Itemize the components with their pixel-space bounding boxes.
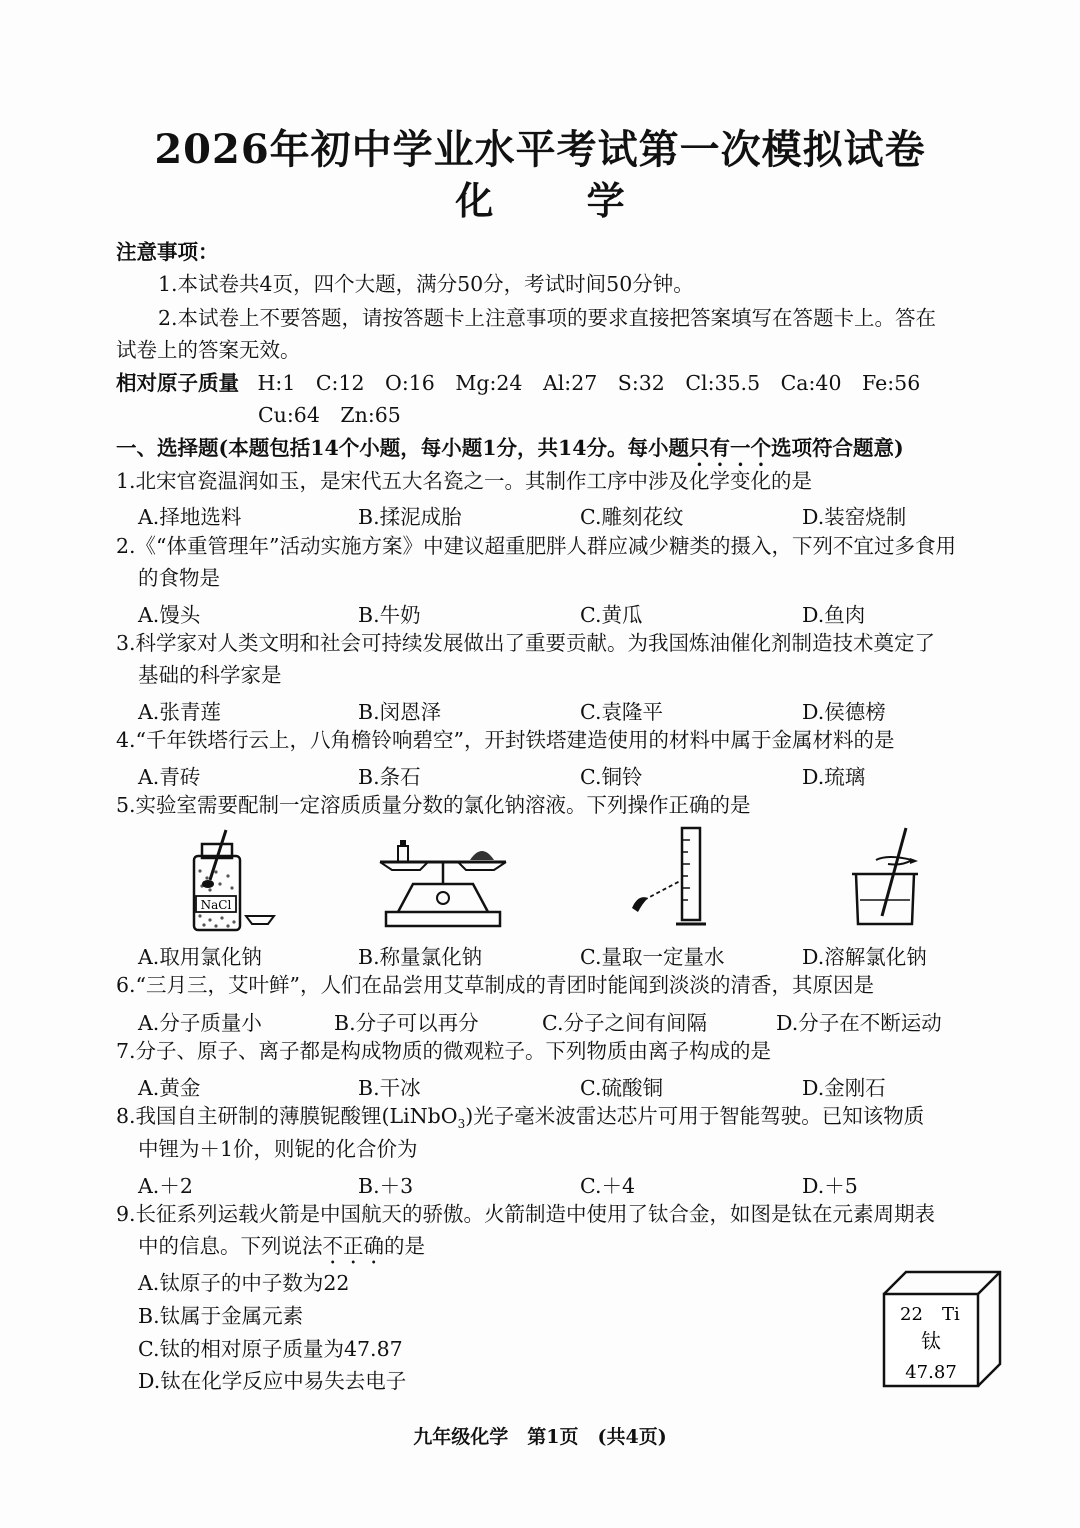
q1-option-a: A.择地选料: [138, 505, 242, 529]
beaker-figure: [848, 824, 928, 934]
element-number: 22: [900, 1304, 923, 1325]
reagent-bottle-figure: [180, 826, 280, 936]
notice-item-2-line-2: 试卷上的答案无效。: [116, 338, 301, 362]
section-heading-post: 选项符合题意): [771, 436, 904, 460]
q7-option-a: A.黄金: [138, 1076, 201, 1100]
q8-option-b: B.＋3: [358, 1174, 414, 1198]
atomic-mass-line-2: Cu:64 Zn:65: [258, 403, 401, 427]
q8-stem-post: )光子毫米波雷达芯片可用于智能驾驶。已知该物质: [465, 1104, 925, 1128]
q5-option-b: B.称量氯化钠: [358, 945, 483, 969]
titanium-element-cell: [880, 1268, 1004, 1392]
q7-stem: 7.分子、原子、离子都是构成物质的微观粒子。下列物质由离子构成的是: [116, 1039, 772, 1063]
q1-option-d: D.装窑烧制: [802, 505, 907, 529]
q8-option-a: A.＋2: [138, 1174, 193, 1198]
atomic-mass-values: H:1 C:12 O:16 Mg:24 Al:27 S:32 Cl:35.5 Ca:40 Fe:56: [257, 371, 921, 395]
q9-stem-emphasis: 不正确: [322, 1234, 384, 1258]
q3-option-d: D.侯德榜: [802, 700, 886, 724]
q2-stem-line-2: 的食物是: [138, 566, 220, 590]
q3-option-b: B.闵恩泽: [358, 700, 442, 724]
section-1-heading: [116, 436, 904, 471]
section-heading-emphasis: 只有一个: [689, 436, 772, 460]
element-mass: 47.87: [905, 1362, 957, 1383]
q7-option-c: C.硫酸铜: [580, 1076, 663, 1100]
q6-option-d: D.分子在不断运动: [776, 1011, 942, 1035]
exam-title: 2026年初中学业水平考试第一次模拟试卷: [154, 126, 926, 173]
q4-option-a: A.青砖: [138, 765, 201, 789]
element-symbol: Ti: [942, 1304, 960, 1325]
q3-option-c: C.袁隆平: [580, 700, 663, 724]
q3-option-a: A.张青莲: [138, 700, 221, 724]
nacl-label: NaCl: [200, 898, 232, 912]
q4-stem: 4.“千年铁塔行云上，八角檐铃响碧空”，开封铁塔建造使用的材料中属于金属材料的是: [116, 728, 895, 752]
q9-option-b: B.钛属于金属元素: [138, 1304, 304, 1328]
q8-option-c: C.＋4: [580, 1174, 636, 1198]
section-heading-pre: 一、选择题(本题包括14个小题，每小题1分，共14分。每小题: [116, 436, 690, 460]
notice-heading: 注意事项：: [116, 240, 219, 264]
q2-option-b: B.牛奶: [358, 603, 421, 627]
q9-option-c: C.钛的相对原子质量为47.87: [138, 1337, 403, 1361]
q8-option-d: D.＋5: [802, 1174, 858, 1198]
q2-stem-line-1: 2.《“体重管理年”活动实施方案》中建议超重肥胖人群应减少糖类的摄入，下列不宜过多食用: [116, 534, 957, 558]
q9-stem-pre: 中的信息。下列说法: [138, 1234, 323, 1258]
q9-stem-post: 的是: [384, 1234, 425, 1258]
q2-option-c: C.黄瓜: [580, 603, 643, 627]
subject-title: 化 学: [455, 178, 665, 223]
q4-option-b: B.条石: [358, 765, 421, 789]
q5-option-d: D.溶解氯化钠: [802, 945, 927, 969]
q5-option-c: C.量取一定量水: [580, 945, 725, 969]
q1-option-b: B.揉泥成胎: [358, 505, 462, 529]
q6-stem: 6.“三月三，艾叶鲜”，人们在品尝用艾草制成的青团时能闻到淡淡的清香，其原因是: [116, 973, 875, 997]
q7-option-d: D.金刚石: [802, 1076, 886, 1100]
q3-stem-line-1: 3.科学家对人类文明和社会可持续发展做出了重要贡献。为我国炼油催化剂制造技术奠定了: [116, 631, 936, 655]
q6-option-c: C.分子之间有间隔: [542, 1011, 707, 1035]
q9-option-a: A.钛原子的中子数为22: [138, 1271, 350, 1295]
notice-item-2-line-1: 2.本试卷上不要答题，请按答题卡上注意事项的要求直接把答案填写在答题卡上。答在: [158, 306, 937, 330]
q4-option-c: C.铜铃: [580, 765, 643, 789]
atomic-mass-label: 相对原子质量: [116, 371, 239, 395]
q2-option-d: D.鱼肉: [802, 603, 866, 627]
q8-stem-pre: 8.我国自主研制的薄膜铌酸锂(LiNbO: [116, 1104, 458, 1128]
q9-stem-line-1: 9.长征系列运载火箭是中国航天的骄傲。火箭制造中使用了钛合金，如图是钛在元素周期表: [116, 1202, 936, 1226]
q1-option-c: C.雕刻花纹: [580, 505, 684, 529]
q5-stem: 5.实验室需要配制一定溶质质量分数的氯化钠溶液。下列操作正确的是: [116, 793, 751, 817]
q8-stem-line-1: [116, 1104, 924, 1131]
element-name: 钛: [921, 1329, 941, 1353]
q4-option-d: D.琉璃: [802, 765, 866, 789]
q8-stem-line-2: 中锂为＋1价，则铌的化合价为: [138, 1137, 418, 1161]
page-footer: 九年级化学 第1页 (共4页): [413, 1426, 667, 1448]
q6-option-a: A.分子质量小: [138, 1011, 262, 1035]
q5-option-a: A.取用氯化钠: [138, 945, 262, 969]
balance-figure: [378, 834, 508, 934]
q2-option-a: A.馒头: [138, 603, 201, 627]
q9-option-d: D.钛在化学反应中易失去电子: [138, 1369, 407, 1393]
q3-stem-line-2: 基础的科学家是: [138, 663, 282, 687]
measuring-cylinder-figure: [626, 824, 726, 934]
q7-option-b: B.干冰: [358, 1076, 421, 1100]
q9-stem-line-2: [138, 1234, 425, 1269]
notice-item-1: 1.本试卷共4页，四个大题，满分50分，考试时间50分钟。: [158, 272, 694, 296]
atomic-mass-line-1: [116, 371, 920, 396]
q8-subscript: 3: [457, 1117, 466, 1132]
q6-option-b: B.分子可以再分: [334, 1011, 479, 1035]
q1-stem: 1.北宋官瓷温润如玉，是宋代五大名瓷之一。其制作工序中涉及化学变化的是: [116, 469, 813, 493]
